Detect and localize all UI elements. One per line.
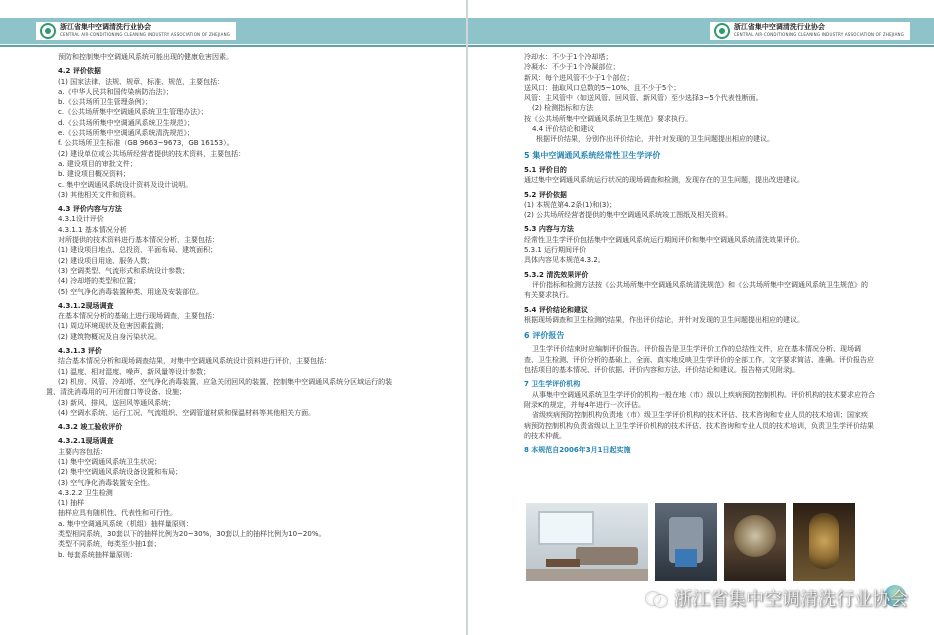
left-line: (2) 集中空调通风系统设备设置和布局； bbox=[58, 468, 183, 477]
left-line: (4) 冷却塔的类型和位置； bbox=[58, 277, 141, 286]
left-line: 结合基本情况分析和现场调查结果，对集中空调通风系统设计资料进行评价，主要包括： bbox=[58, 357, 331, 366]
right-page bbox=[468, 0, 934, 635]
section-heading: 7 卫生学评价机构 bbox=[524, 380, 581, 389]
left-line: 对所提供的技术资料进行基本情况分析，主要包括： bbox=[58, 236, 219, 245]
right-line: 卫生学评价结束时应编制评价报告。评价报告是卫生学评价工作的总结性文件，应在基本情况分析、现场调 bbox=[532, 345, 861, 354]
logo-icon bbox=[714, 23, 730, 39]
right-page-text bbox=[524, 52, 920, 455]
left-line: (3) 新风、排风、送回风等通风系统； bbox=[58, 398, 176, 407]
right-line: 评价指标和检测方法按《公共场所集中空调通风系统清洗规范》和《公共场所集中空调通风系统卫生规范》的 bbox=[532, 280, 868, 289]
left-line: 置、清洗消毒用的可开闭窗口等设备、设施； bbox=[46, 388, 186, 397]
right-line: 病预防控制机构负责省级以上卫生学评价机构的技术评估、技术咨询和专业人员的技术培训，负责卫生学评价结果 bbox=[524, 421, 874, 430]
left-line: (3) 其他相关文件和资料。 bbox=[58, 190, 141, 199]
right-line: 新风：每个进风管不少于1个部位； bbox=[524, 73, 634, 82]
right-line: 5.3.1 运行期间评价 bbox=[524, 246, 587, 255]
right-line: 经常性卫生学评价包括集中空调通风系统运行期间评价和集中空调通风系统清洗效果评价。 bbox=[524, 235, 804, 244]
left-line: (1) 温度、相对湿度、噪声、新风量等设计参数； bbox=[58, 367, 211, 376]
right-line: 从事集中空调通风系统卫生学评价的机构一般在地（市）级以上疾病预防控制机构。评价机构的技术要求应符合 bbox=[532, 390, 875, 399]
right-line: 包括项目的基本情况、评价依据、评价内容和方法、评价结论和建议。报告格式见附录J。 bbox=[524, 366, 800, 375]
left-line: (3) 空调类型、气流形式和系统设计参数； bbox=[58, 266, 190, 275]
left-line: (2) 建设项目用途、服务人数； bbox=[58, 256, 155, 265]
right-line: 5.1 评价目的 bbox=[524, 165, 567, 174]
left-line: 在基本情况分析的基础上进行现场调查，主要包括： bbox=[58, 312, 219, 321]
right-line: 风管：主风管中（如送风管、回风管、新风管）至少选择3~5个代表性断面。 bbox=[524, 94, 763, 103]
left-line: d.《公共场所集中空调通风系统卫生规范》； bbox=[58, 118, 195, 127]
left-line: a. 集中空调通风系统（机组）抽样量原则： bbox=[58, 519, 193, 528]
logo-icon bbox=[40, 23, 56, 39]
left-line: a.《中华人民共和国传染病防治法》； bbox=[58, 87, 174, 96]
logo-name-en: CENTRAL AIR-CONDITIONING CLEANING INDUSTRY ASSOCIATION OF ZHEJIANG bbox=[60, 32, 231, 37]
left-line: b. 建设项目概况资料； bbox=[58, 170, 130, 179]
left-line: 主要内容包括： bbox=[58, 447, 107, 456]
logo-name-cn: 浙江省集中空调清洗行业协会 bbox=[60, 23, 151, 31]
left-line: 4.3.1.1 基本情况分析 bbox=[58, 225, 127, 234]
left-line: 抽样应具有随机性、代表性和可行性。 bbox=[58, 509, 177, 518]
left-line: (2) 建筑物概况及自身污染状况。 bbox=[58, 332, 162, 341]
section-heading: 6 评价报告 bbox=[524, 331, 565, 341]
left-line: e.《公共场所集中空调通风系统清洗规范》； bbox=[58, 129, 195, 138]
left-line: 预防和控制集中空调通风系统可能出现的健康危害因素。 bbox=[58, 53, 233, 61]
right-line: 有关要求执行。 bbox=[524, 291, 573, 300]
right-line: 5.4 评价结论和建议 bbox=[524, 305, 588, 314]
right-line: 5.3 内容与方法 bbox=[524, 225, 574, 234]
association-logo-right bbox=[710, 22, 910, 40]
photo-dirty-duct bbox=[793, 503, 855, 581]
right-line: (2) 公共场所经营者提供的集中空调通风系统竣工图纸及相关资料。 bbox=[524, 211, 733, 220]
right-line: 送风口：抽取风口总数的5~10%，且不少于5个； bbox=[524, 83, 681, 92]
left-line: (4) 空调水系统、运行工况、气流组织、空调管道材质和保温材料等其他相关方面。 bbox=[58, 408, 316, 417]
right-line: 省级疾病预防控制机构负责地（市）级卫生学评价机构的技术评估、技术咨询和专业人员的技术培训；国家疾 bbox=[532, 411, 868, 420]
right-line: 冷凝水：不少于1个冷凝部位； bbox=[524, 63, 620, 72]
left-line: 4.3.2.1现场调查 bbox=[58, 437, 114, 446]
right-line: 具体内容见本规范4.3.2。 bbox=[524, 256, 605, 265]
right-line: 冷却水：不少于1个冷却塔； bbox=[524, 53, 613, 61]
left-line: b.《公共场所卫生管理条例》； bbox=[58, 98, 153, 107]
photo-strip bbox=[526, 503, 922, 581]
left-line: a. 建设项目的审批文件； bbox=[58, 159, 137, 168]
left-line: 4.3.2.2 卫生检测 bbox=[58, 488, 113, 497]
right-line: 的技术仲裁。 bbox=[524, 431, 566, 440]
logo-name-cn: 浙江省集中空调清洗行业协会 bbox=[733, 23, 825, 31]
left-line: c.《公共场所集中空调通风系统卫生管理办法》； bbox=[58, 108, 208, 117]
left-line: (2) 机房、风管、冷却塔、空气净化消毒装置、应急关闭回风的装置、控制集中空调通风系统分区域运行的装 bbox=[58, 377, 393, 386]
right-line: 5.3.2 清洗效果评价 bbox=[524, 270, 589, 279]
right-line: 查、卫生检测、评价分析的基础上，全面、真实地反映卫生学评价的全部工作，文字要求简洁、准确。评价报告应 bbox=[524, 355, 874, 364]
photo-interior-room bbox=[526, 503, 648, 581]
left-line: (1) 国家法律、法规、规章、标准、规范，主要包括： bbox=[58, 77, 225, 86]
left-line: c. 集中空调通风系统设计资料及设计说明。 bbox=[58, 180, 193, 189]
left-page-text bbox=[46, 52, 458, 560]
right-line: 4.4 评价结论和建议 bbox=[532, 125, 595, 134]
left-line: 4.3.1.2现场调查 bbox=[58, 301, 114, 310]
watermark-text: 浙江省集中空调清洗行业协会 bbox=[674, 589, 908, 610]
left-line: 4.3.1设计评价 bbox=[58, 215, 104, 224]
association-logo-left bbox=[36, 22, 236, 40]
left-line: b. 每套系统抽样量原则： bbox=[58, 550, 137, 559]
photo-air-handler bbox=[655, 503, 717, 581]
left-line: (2) 建设单位或公共场所经营者提供的技术资料，主要包括： bbox=[58, 149, 246, 158]
left-line: (1) 周边环境现状及危害因素监测； bbox=[58, 322, 169, 331]
right-line: 根据评价结果，分别作出评价结论，并针对发现的卫生问题提出相应的建议。 bbox=[536, 135, 774, 144]
left-line: (1) 集中空调通风系统卫生状况； bbox=[58, 457, 162, 466]
right-line: 5.2 评价依据 bbox=[524, 190, 567, 199]
left-line: (1) 抽样 bbox=[58, 499, 85, 508]
section-heading: 5 集中空调通风系统经常性卫生学评价 bbox=[524, 150, 661, 160]
left-line: 4.3.1.3 评价 bbox=[58, 347, 102, 356]
right-line: 附录K的规定，并每4年进行一次评估。 bbox=[524, 400, 646, 409]
left-line: 4.3 评价内容与方法 bbox=[58, 205, 122, 214]
logo-name-en: CENTRAL AIR-CONDITIONING CLEANING INDUSTRY ASSOCIATION OF ZHEJIANG bbox=[733, 32, 904, 37]
right-line: 根据现场调查和卫生检测的结果，作出评价结论，并针对发现的卫生问题提出相应的建议。 bbox=[524, 315, 804, 324]
left-line: 4.2 评价依据 bbox=[58, 67, 101, 76]
left-line: (3) 空气净化消毒装置安全性。 bbox=[58, 478, 155, 487]
photo-dirty-fan bbox=[724, 503, 786, 581]
right-line: (2) 检测指标和方法 bbox=[532, 104, 594, 113]
right-line: 按《公共场所集中空调通风系统卫生规范》要求执行。 bbox=[524, 114, 692, 123]
right-line: (1) 本规范第4.2条(1)和(3)； bbox=[524, 200, 617, 209]
left-line: (1) 建设项目地点、总投资、平面布局、建筑面积； bbox=[58, 246, 218, 255]
left-page bbox=[0, 0, 466, 635]
left-line: f. 公共场所卫生标准（GB 9663~9673，GB 16153）。 bbox=[58, 139, 234, 148]
wechat-icon bbox=[646, 590, 666, 606]
left-line: 类型不同系统，每类至少抽1套； bbox=[58, 540, 161, 549]
section-heading: 8 本规范自2006年3月1日起实施 bbox=[524, 446, 631, 455]
left-line: (5) 空气净化消毒装置种类、用途及安装部位。 bbox=[58, 287, 204, 296]
right-line: 通过集中空调通风系统运行状况的现场调查和检测，发现存在的卫生问题，提出改进建议。 bbox=[524, 176, 804, 185]
left-line: 4.3.2 竣工验收评价 bbox=[58, 423, 123, 432]
watermark bbox=[646, 585, 908, 611]
left-line: 类型相同系统，30套以下的抽样比例为20~30%，30套以上的抽样比例为10~20%。 bbox=[58, 530, 326, 539]
